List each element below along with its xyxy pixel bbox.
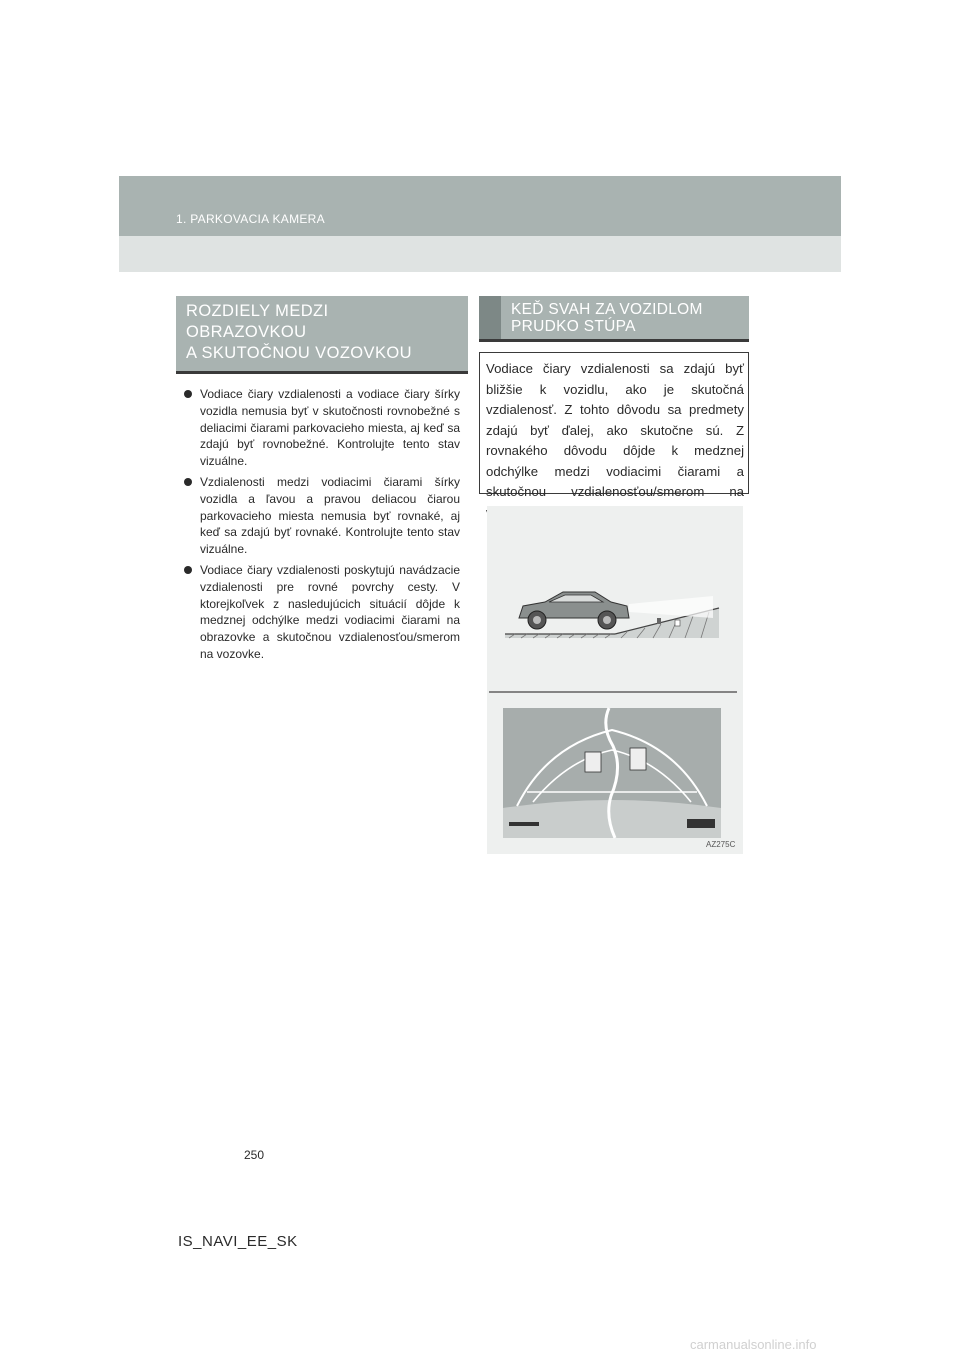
list-item <box>182 474 460 558</box>
left-heading-line: A SKUTOČNOU VOZOVKOU <box>186 344 412 362</box>
marker <box>657 618 661 624</box>
left-heading-line: ROZDIELY MEDZI <box>186 302 329 320</box>
right-heading-text <box>511 301 703 335</box>
object-box <box>630 748 646 770</box>
object-box <box>585 752 601 772</box>
camera-view <box>629 596 713 618</box>
front-hub <box>603 616 611 624</box>
bullet-text: Vzdialenosti medzi vodiacimi čiarami šírky vozidla a ľavou a pravou deliacou čiarou parkovacieho miesta nemusia byť rovnaké, aj keď sa zdajú byť rovnaké. Kontrolujte tento stav vizuálne. <box>200 474 460 557</box>
bullet-text: Vodiace čiary vzdialenosti a vodiace čiary šírky vozidla nemusia byť v skutočnosti rovnobežné s deliacimi čiarami parkovacieho miesta, aj keď sa zdajú byť rovnobežné. Kontrolujte tento stav vizuálne. <box>200 387 460 469</box>
list-item <box>182 562 460 663</box>
camera-screen <box>503 708 721 838</box>
manual-code: IS_NAVI_EE_SK <box>178 1233 298 1250</box>
bullet-list <box>182 386 460 667</box>
figure-code: AZ275C <box>706 840 736 849</box>
bullet-icon <box>184 478 192 486</box>
header-band <box>119 176 841 236</box>
right-heading-line: KEĎ SVAH ZA VOZIDLOM <box>511 301 703 318</box>
bullet-icon <box>184 566 192 574</box>
bullet-icon <box>184 390 192 398</box>
slope-illustration <box>487 506 743 854</box>
list-item <box>182 386 460 470</box>
rear-hub <box>533 616 541 624</box>
right-section-body: Vodiace čiary vzdialenosti sa zdajú byť bližšie k vozidlu, ako je skutočná vzdialenosť. Z tohto dôvodu sa predmety zdajú byť ďalej, ako skutočne sú. Z rovnakého dôvodu dôjde k medznej odchýlke medzi vodiacimi čiarami a skutočnou vzdialenosťou/smerom na <box>479 352 749 494</box>
page-number: 250 <box>244 1148 265 1162</box>
right-heading-line: PRUDKO STÚPA <box>511 318 636 335</box>
left-section-heading <box>176 296 468 374</box>
car-scene <box>505 592 719 638</box>
illustration-svg <box>487 506 743 854</box>
section-label: 1. PARKOVACIA KAMERA <box>176 212 325 226</box>
screen-icons <box>687 819 715 828</box>
heading-tab <box>479 296 501 339</box>
left-heading-line: OBRAZOVKOU <box>186 323 307 341</box>
bullet-text: Vodiace čiary vzdialenosti poskytujú navádzacie vzdialenosti pre rovné povrchy cesty. V ktorejkoľvek z nasledujúcich situácií dôjde k medznej odchýlke medzi vodiacimi čiarami na obrazovke a skutočnou vzdialenosťou/smerom na vozovke. <box>200 562 460 661</box>
screen-button <box>509 822 539 826</box>
header-band-lower <box>119 236 841 272</box>
watermark: carmanualsonline.info <box>690 1337 817 1352</box>
marker <box>675 620 680 626</box>
right-section-heading <box>479 296 749 342</box>
